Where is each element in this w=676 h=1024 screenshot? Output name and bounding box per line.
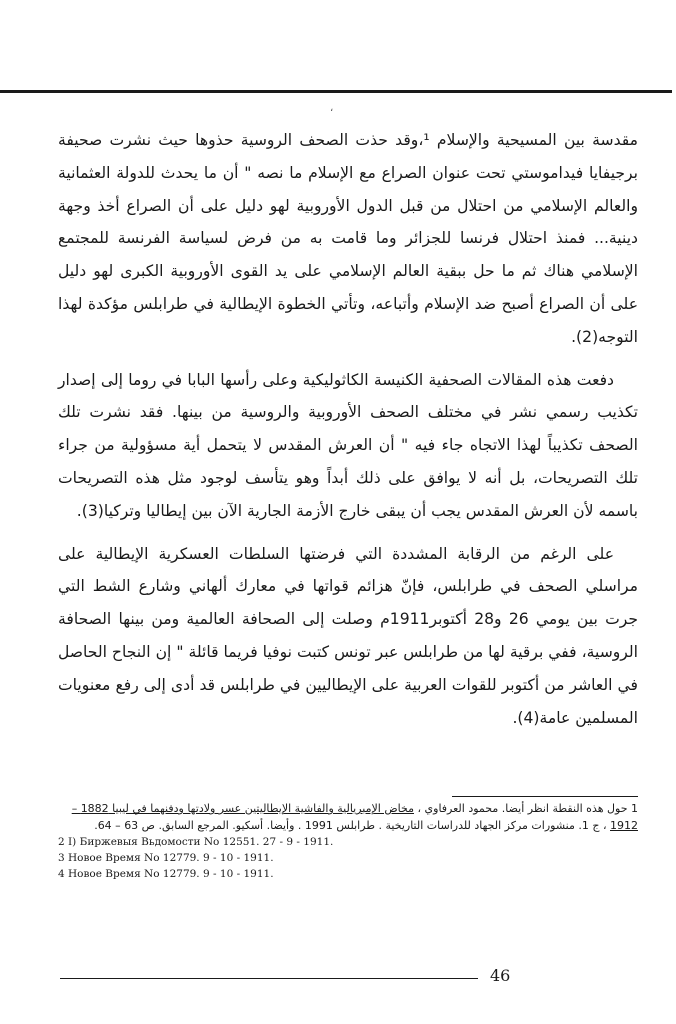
page-number: 46	[490, 966, 511, 985]
footnote-separator	[452, 796, 638, 797]
footnote-3: 3 Новое Время No 12779. 9 - 10 - 1911.	[58, 852, 274, 864]
paragraph-2: دفعت هذه المقالات الصحفية الكنيسة الكاثوليكية وعلى رأسها البابا في روما إلى إصدار تكذيب رسمي نشر في مختلف الصحف الأوروبية والروسية من بينها. فقد نشرت تلك الصحف تكذيباً لهذا الاتجاه جاء فيه " أن العرش المقدس لا يتحمل أية مسؤولية من جراء تلك التصريحات، بل أنه لا يوافق على ذلك أبداً وهو يتأسف لوجود مثل هذه التصريحات باسمه لأن العرش المقدس يجب أن يبقى خارج الأزمة الجارية الآن بين إيطاليا وتركيا(3).	[58, 370, 638, 520]
footnote-1-book-title: مخاض الإمبريالية والفاشية الإيطاليتين عسر ولادتها ودفنهما في ليبيا 1882 – 1912	[71, 802, 638, 832]
footnote-4: 4 Новое Время No 12779. 9 - 10 - 1911.	[58, 868, 274, 880]
footer-rule	[60, 978, 478, 979]
stray-mark: ،	[330, 103, 334, 114]
footnote-1-prefix: 1 حول هذه النقطة انظر أيضا. محمود العرفاوي ،	[413, 802, 638, 815]
main-text	[58, 124, 638, 734]
footnotes	[58, 800, 638, 882]
footnote-1	[58, 800, 638, 834]
paragraph-1: مقدسة بين المسيحية والإسلام ¹،وقد حذت الصحف الروسية حذوها حيث نشرت صحيفة برجيفايا فيداموستي تحت عنوان الصراع مع الإسلام ما نصه " أن ما يحدث للدولة العثمانية والعالم الإسلامي من احتلال من قبل الدول الأوروبية لهو دليل على أن الصراع أخذ وجهة دينية... فمنذ احتلال فرنسا للجزائر وما قامت به من فرض لسياسة الفرنسة للمجتمع الإسلامي هناك ثم ما حل ببقية العالم الإسلامي على يد القوى الأوروبية الكبرى لهو دليل على أن الصراع أصبح ضد الإسلام وأتباعه، وتأتي الخطوة الإيطالية في طرابلس مؤكدة لهذا التوجه(2).	[58, 131, 638, 346]
footnote-1-suffix: ، ج 1. منشورات مركز الجهاد للدراسات التاريخية . طرابلس 1991 . وأيضا. أسكيو. المرجع السابق. ص 63 – 64.	[94, 819, 610, 832]
footnote-2: 2 I) Биржевыя Вьдомости No 12551. 27 - 9 - 1911.	[58, 836, 334, 848]
header-rule	[0, 90, 672, 93]
paragraph-3: على الرغم من الرقابة المشددة التي فرضتها السلطات العسكرية الإيطالية على مراسلي الصحف في طرابلس، فإنّ هزائم قواتها في معارك ألهاني وشارع الشط التي جرت بين يومي 26 و28 أكتوبر1911م وصلت إلى الصحافة العالمية ومن بينها الصحافة الروسية، ففي برقية لها من طرابلس عبر تونس كتبت نوفيا فريما قائلة " إن النجاح الحاصل في العاشر من أكتوبر للقوات العربية على الإيطاليين في طرابلس قد أدى إلى رفع معنويات المسلمين عامة(4).	[58, 544, 638, 727]
